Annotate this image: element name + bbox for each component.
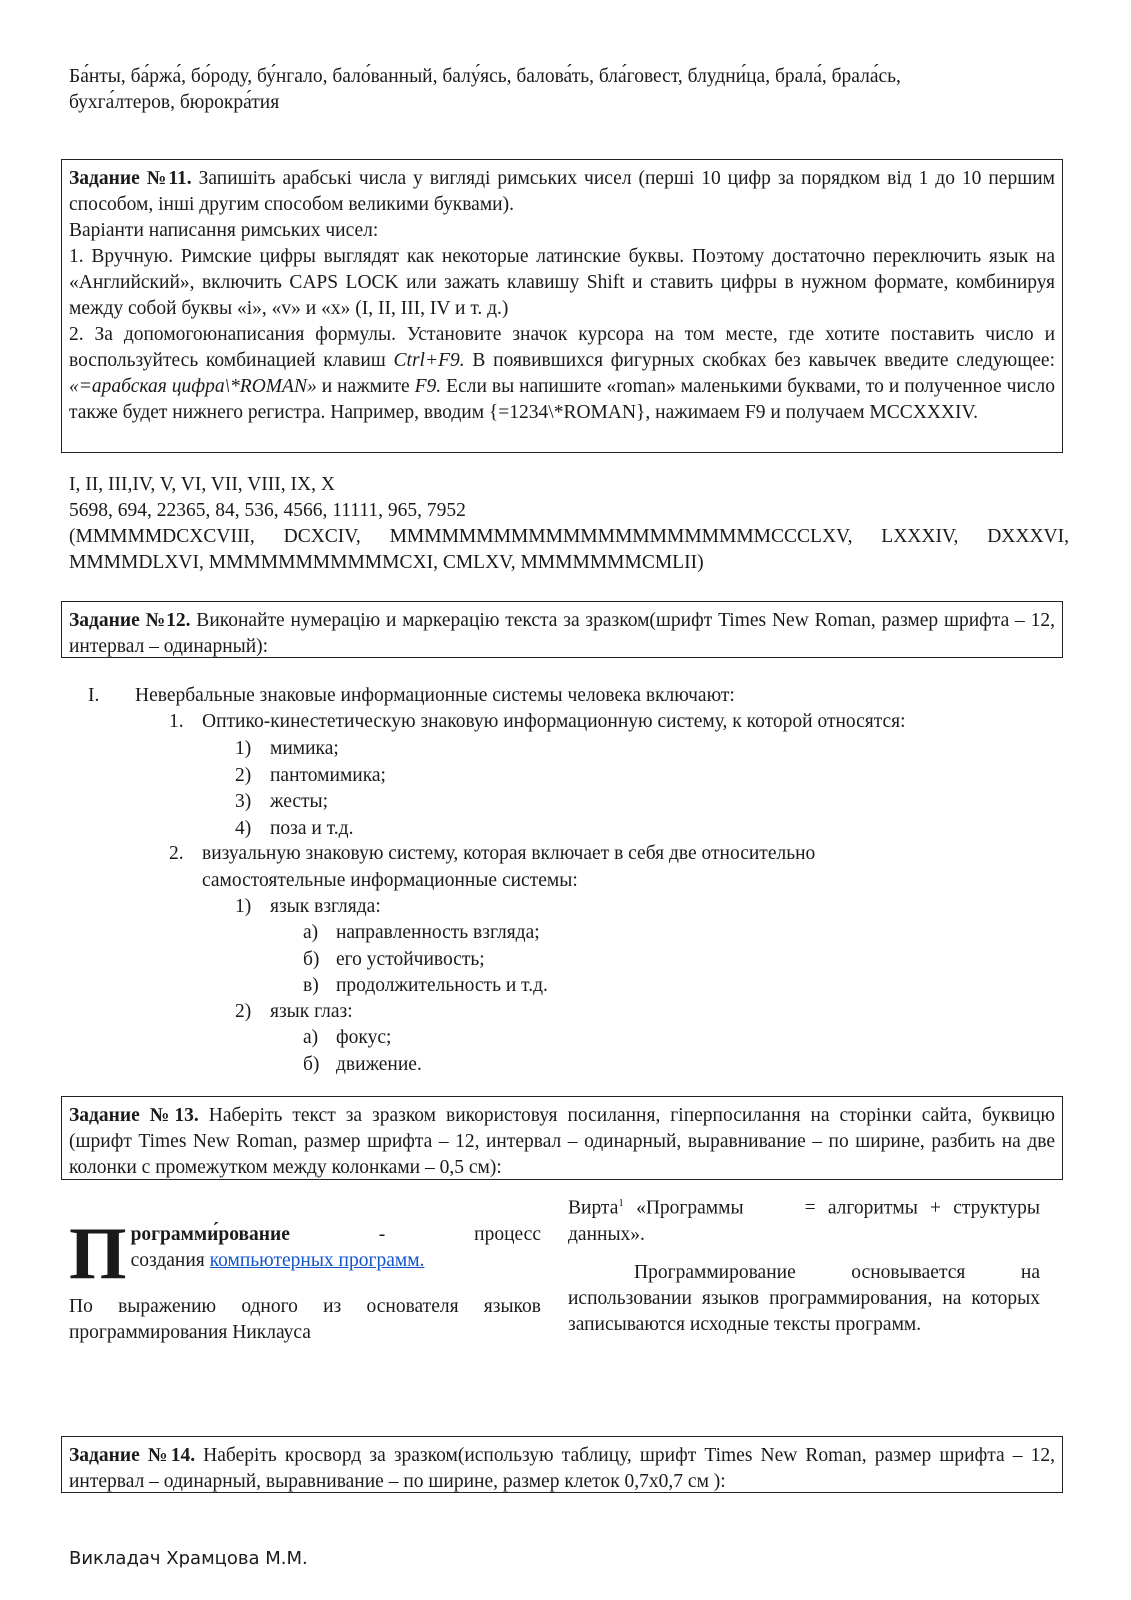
outline-item-1 <box>169 709 906 736</box>
right-column-paragraph1 <box>568 1190 1045 1248</box>
dash-separator: - <box>378 1224 386 1245</box>
answers-roman-rest: (MMMMMDCXCVIII, DCXCIV, MMMMMMMMMMMMMMMMMMMMMMCCCLXV, LXXXIV, DXXXVI, MMMMDLXVI, MMMMMMMMMMMCXI, CMLXV, MMMMMMMCMLII) <box>69 526 1069 573</box>
outline-sub-list-b2 <box>303 1025 422 1078</box>
computer-programs-link[interactable]: компьютерных программ. <box>209 1250 425 1271</box>
list-item: а) фокус; <box>303 1027 392 1048</box>
stress-words <box>69 64 1069 116</box>
dropcap-line2 <box>69 1248 541 1274</box>
list-item: 4) поза и т.д. <box>235 817 354 839</box>
task11-title: Задание №11. <box>69 168 192 189</box>
task11-shortcut-f9: F9. <box>414 376 442 397</box>
task11-method2 <box>69 322 1055 426</box>
task14-title: Задание №14. <box>69 1445 196 1466</box>
right-column <box>568 1190 1045 1338</box>
list-item: а) направленность взгляда; <box>303 922 540 943</box>
outline-item-2-number: 2. <box>169 843 184 864</box>
task11-method2-text-a: 2. За допомогоюнаписания формулы. Установите значок курсора на том месте, где хотите поставить число и воспользуйтесь комбинацией клавиш <box>69 324 1055 371</box>
task13-title: Задание №13. <box>69 1105 199 1126</box>
task11-box <box>61 159 1063 453</box>
outline-sub-list-b1 <box>303 920 548 1000</box>
answers-roman-first: I, II, III,IV, V, VI, VII, VIII, IX, X <box>69 474 335 495</box>
dropcap-line1 <box>131 1222 541 1248</box>
word-create: создания <box>130 1250 210 1271</box>
left-column <box>69 1222 541 1346</box>
outline-sub-item-b1: 1) язык взгляда: <box>235 896 381 917</box>
task11-shortcut-ctrl-f9: Ctrl+F9. <box>393 350 465 371</box>
task13-text: Наберіть текст за зразком використовуя посилання, гіперпосилання на сторінки сайта, буквицю (шрифт Times New Roman, размер шрифта – 12, интервал – одинарный, выравнивание – по ширине, разбить на две колонки с промежутком между колонками – 0,5 см): <box>69 1105 1055 1178</box>
outline-level1-number: I. <box>88 685 100 706</box>
list-item: б) движение. <box>303 1053 422 1075</box>
task11-formula-code: «=арабская цифра\*ROMAN» <box>69 376 317 397</box>
outline-level1 <box>88 683 735 710</box>
task14-box <box>61 1436 1063 1493</box>
list-item: 2) пантомимика; <box>235 764 386 786</box>
task11-method2-text-c: и нажмите <box>316 376 415 397</box>
outline-item-2-text: визуальную знаковую систему, которая включает в себя две относительно <box>202 843 816 864</box>
answers-arabic: 5698, 694, 22365, 84, 536, 4566, 11111, 965, 7952 <box>69 500 466 521</box>
task11-intro: Запишіть арабські числа у вигляді римських чисел (перші 10 цифр за порядком від 1 до 10 першим способом, інші другим способом великими буквами). <box>69 168 1055 215</box>
task11-method2-text-b: В появившихся фигурных скобках без кавычек введите следующее: <box>464 350 1055 371</box>
task12-box <box>61 601 1063 658</box>
term-programming: рограмми́рование <box>130 1224 290 1245</box>
name-wirth: Вирта <box>568 1197 619 1219</box>
footer-teacher: Викладач Храмцова М.М. <box>69 1548 308 1569</box>
outline-item-1-text: Оптико-кинестетическую знаковую информационную систему, к которой относятся: <box>202 711 906 732</box>
list-item: в) продолжительность и т.д. <box>303 975 548 996</box>
right-column-paragraph2: Программирование основывается на использовании языков программирования, на которых записываются исходные тексты программ. <box>568 1261 1040 1335</box>
stress-words-line2: бухга́лтеров, бюрокра́тия <box>69 92 280 113</box>
quote-text: «Программы = алгоритмы + структуры данных». <box>568 1197 1045 1245</box>
task11-method1: 1. Вручную. Римские цифры выглядят как некоторые латинские буквы. Поэтому достаточно переключить язык на «Английский», включить CAPS LOCK или зажать клавишу Shift и ставить цифры в нужном формате, комбинируя между собой буквы «i», «v» и «x» (I, II, III, IV и т. д.) <box>69 246 1055 319</box>
outline-sub-item-b2: 2) язык глаз: <box>235 1001 353 1022</box>
task14-text: Наберіть кросворд за зразком(использую таблицу, шрифт Times New Roman, размер шрифта – 12, интервал – одинарный, выравнивание – по ширине, размер клеток 0,7x0,7 см ): <box>69 1445 1055 1492</box>
task11-method2-text-d: Если вы напишите «roman» маленькими буквами, то и полученное число также будет нижнего регистра. Например, вводим {=1234\*ROMAN}, нажимаем F9 и получаем MCCXXXIV. <box>69 376 1056 423</box>
outline-level1-text: Невербальные знаковые информационные системы человека включают: <box>135 685 735 706</box>
outline-item-2-text-cont: самостоятельные информационные системы: <box>202 869 578 891</box>
task13-box <box>61 1096 1063 1180</box>
task11-answers <box>69 472 1069 576</box>
task11-variants-heading: Варіанти написання римських чисел: <box>69 220 379 241</box>
outline-sub-list-a <box>235 736 386 842</box>
document-page <box>69 0 1069 1600</box>
footnote-marker[interactable]: 1 <box>618 1197 624 1209</box>
dropcap-letter: П <box>69 1222 127 1282</box>
word-process: процесс <box>474 1224 541 1245</box>
stress-words-line1: Ба́нты, ба́ржа́, бо́роду, бу́нгало, бало́ванный, балу́ясь, балова́ть, бла́говест, блудни́ца, брала́, брала́сь, <box>69 66 901 87</box>
list-item: б) его устойчивость; <box>303 948 485 970</box>
dropcap-paragraph <box>69 1222 541 1282</box>
list-item: 3) жесты; <box>235 791 329 812</box>
left-column-paragraph: По выражению одного из основателя языков программирования Никлауса <box>69 1296 541 1343</box>
list-item: 1) мимика; <box>235 738 339 759</box>
task12-title: Задание №12. <box>69 610 191 631</box>
outline-item-1-number: 1. <box>169 711 184 732</box>
outline-item-2 <box>169 841 815 894</box>
task12-text: Виконайте нумерацію и маркерацію текста за зразком(шрифт Times New Roman, размер шрифта – 12, интервал – одинарный): <box>69 610 1055 657</box>
